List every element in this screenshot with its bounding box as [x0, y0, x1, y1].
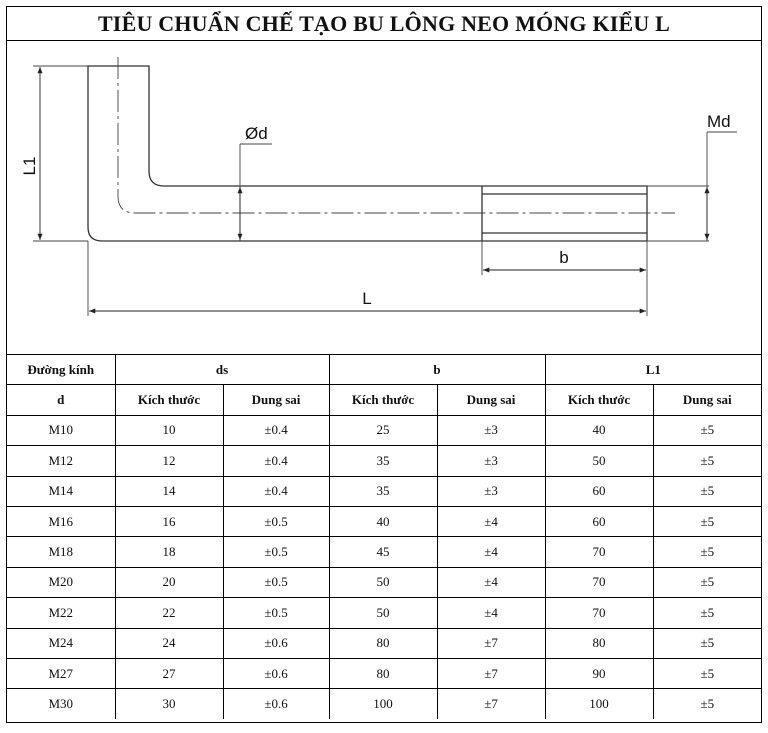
header-ds: ds [115, 355, 329, 385]
standard-sheet [6, 6, 762, 723]
table-cell: 70 [545, 537, 653, 567]
subheader-l1-tolerance: Dung sai [653, 385, 761, 415]
table-cell: ±5 [653, 446, 761, 476]
table-cell: ±4 [437, 598, 545, 628]
table-cell: M18 [7, 537, 115, 567]
table-cell: M14 [7, 476, 115, 506]
table-cell: ±4 [437, 506, 545, 536]
table-row [7, 415, 761, 445]
table-cell: ±0.6 [223, 628, 329, 658]
table-cell: 80 [329, 658, 437, 688]
table-cell: ±0.6 [223, 658, 329, 688]
table-cell: 16 [115, 506, 223, 536]
header-b: b [329, 355, 545, 385]
table-cell: M24 [7, 628, 115, 658]
table-cell: 70 [545, 598, 653, 628]
label-md: Md [707, 112, 731, 131]
table-cell: 100 [545, 689, 653, 719]
table-cell: M16 [7, 506, 115, 536]
label-phi-d: Ød [245, 124, 268, 143]
table-cell: 27 [115, 658, 223, 688]
table-cell: ±4 [437, 567, 545, 597]
table-group-header-row [7, 355, 761, 385]
table-cell: ±3 [437, 415, 545, 445]
table-cell: 60 [545, 506, 653, 536]
table-cell: ±0.5 [223, 537, 329, 567]
table-cell: M10 [7, 415, 115, 445]
subheader-b-tolerance: Dung sai [437, 385, 545, 415]
table-cell: M27 [7, 658, 115, 688]
l-bolt-drawing [7, 41, 761, 355]
table-cell: ±5 [653, 567, 761, 597]
table-cell: 35 [329, 446, 437, 476]
table-cell: ±5 [653, 476, 761, 506]
subheader-ds-size: Kích thước [115, 385, 223, 415]
table-cell: 24 [115, 628, 223, 658]
table-cell: ±7 [437, 658, 545, 688]
table-cell: ±5 [653, 658, 761, 688]
table-cell: 70 [545, 567, 653, 597]
table-cell: ±4 [437, 537, 545, 567]
table-cell: M20 [7, 567, 115, 597]
page-title: TIÊU CHUẨN CHẾ TẠO BU LÔNG NEO MÓNG KIỂU L [7, 7, 761, 41]
table-cell: ±5 [653, 537, 761, 567]
subheader-ds-tolerance: Dung sai [223, 385, 329, 415]
table-row [7, 567, 761, 597]
table-row [7, 506, 761, 536]
table-row [7, 446, 761, 476]
table-cell: 18 [115, 537, 223, 567]
l-bolt-diagram [7, 41, 761, 354]
bolt-standard-table [7, 355, 761, 719]
table-row [7, 628, 761, 658]
table-cell: 50 [329, 598, 437, 628]
table-cell: ±0.4 [223, 415, 329, 445]
subheader-l1-size: Kích thước [545, 385, 653, 415]
table-cell: 30 [115, 689, 223, 719]
table-cell: 40 [545, 415, 653, 445]
table-cell: 60 [545, 476, 653, 506]
table-cell: ±5 [653, 506, 761, 536]
table-cell: 40 [329, 506, 437, 536]
table-cell: ±0.5 [223, 506, 329, 536]
table-cell: 90 [545, 658, 653, 688]
table-cell: 25 [329, 415, 437, 445]
subheader-d: d [7, 385, 115, 415]
table-cell: ±3 [437, 476, 545, 506]
label-b: b [559, 248, 569, 267]
table-cell: ±0.4 [223, 446, 329, 476]
label-l1: L1 [20, 156, 39, 176]
label-l: L [362, 289, 372, 308]
table-cell: 14 [115, 476, 223, 506]
table-cell: 12 [115, 446, 223, 476]
table-cell: 100 [329, 689, 437, 719]
table-row [7, 598, 761, 628]
table-cell: M30 [7, 689, 115, 719]
table-sub-header-row [7, 385, 761, 415]
table-row [7, 537, 761, 567]
table-cell: 35 [329, 476, 437, 506]
table-cell: ±0.6 [223, 689, 329, 719]
table-cell: 20 [115, 567, 223, 597]
table-cell: ±0.5 [223, 567, 329, 597]
table-cell: M12 [7, 446, 115, 476]
table-cell: 50 [545, 446, 653, 476]
table-row [7, 658, 761, 688]
bolt-outline [88, 66, 647, 241]
table-cell: ±5 [653, 689, 761, 719]
table-cell: ±5 [653, 628, 761, 658]
table-cell: 10 [115, 415, 223, 445]
header-l1: L1 [545, 355, 761, 385]
bolt-centerline [118, 57, 675, 213]
table-cell: 22 [115, 598, 223, 628]
table-cell: M22 [7, 598, 115, 628]
table-cell: ±5 [653, 415, 761, 445]
table-cell: 80 [545, 628, 653, 658]
table-cell: ±0.4 [223, 476, 329, 506]
table-cell: ±5 [653, 598, 761, 628]
table-row [7, 476, 761, 506]
subheader-b-size: Kích thước [329, 385, 437, 415]
table-cell: ±3 [437, 446, 545, 476]
header-duong-kinh: Đường kính [7, 355, 115, 385]
table-cell: 45 [329, 537, 437, 567]
table-cell: ±0.5 [223, 598, 329, 628]
table-row [7, 689, 761, 719]
table-cell: 80 [329, 628, 437, 658]
table-cell: 50 [329, 567, 437, 597]
table-cell: ±7 [437, 689, 545, 719]
table-cell: ±7 [437, 628, 545, 658]
